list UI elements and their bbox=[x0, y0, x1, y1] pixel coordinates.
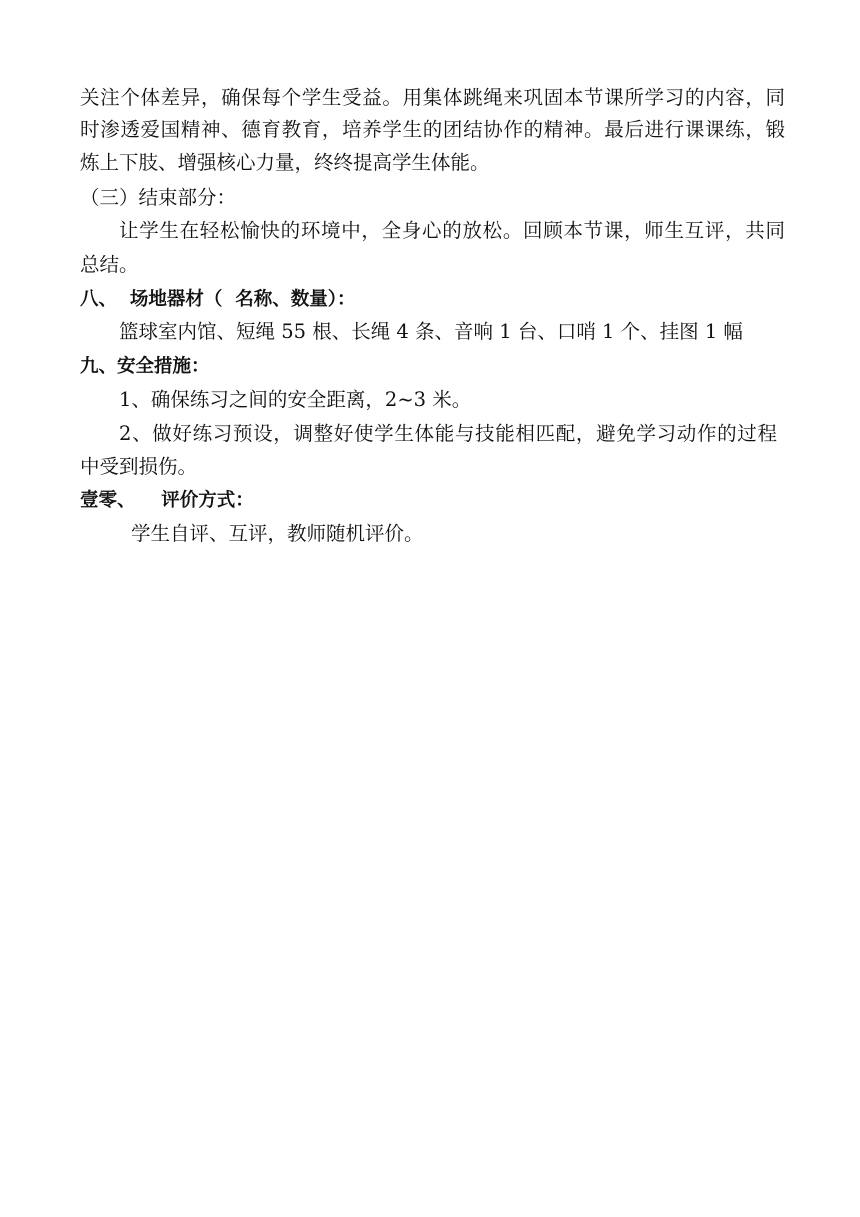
ending-paragraph-line-1: 让学生在轻松愉快的环境中，全身心的放松。回顾本节课，师生互评，共同 bbox=[119, 219, 785, 242]
execution-paragraph-line-1: 关注个体差异，确保每个学生受益。用集体跳绳来巩固本节课所学习的内容，同 bbox=[80, 86, 785, 109]
safety-item-2-line-2: 中受到损伤。 bbox=[80, 455, 198, 478]
equipment-heading: 八、 场地器材（ 名称、数量）： bbox=[80, 289, 356, 310]
safety-item-1: 1、确保练习之间的安全距离，2~3 米。 bbox=[119, 388, 472, 411]
ending-paragraph-line-2: 总结。 bbox=[80, 253, 139, 276]
evaluation-heading: 壹零、 评价方式： bbox=[80, 490, 254, 511]
safety-heading: 九、安全措施： bbox=[80, 356, 210, 377]
safety-item-2-line-1: 2、做好练习预设，调整好使学生体能与技能相匹配，避免学习动作的过程 bbox=[119, 422, 777, 445]
ending-section-title: （三）结束部分： bbox=[80, 186, 237, 209]
execution-paragraph-line-3: 炼上下肢、增强核心力量，终终提高学生体能。 bbox=[80, 151, 490, 174]
execution-paragraph-line-2: 时渗透爱国精神、德育教育，培养学生的团结协作的精神。最后进行课课练，锻 bbox=[80, 118, 785, 141]
evaluation-content: 学生自评、互评，教师随机评价。 bbox=[131, 522, 424, 545]
equipment-content: 篮球室内馆、短绳 55 根、长绳 4 条、音响 1 台、口哨 1 个、挂图 1 幅 bbox=[119, 320, 743, 343]
